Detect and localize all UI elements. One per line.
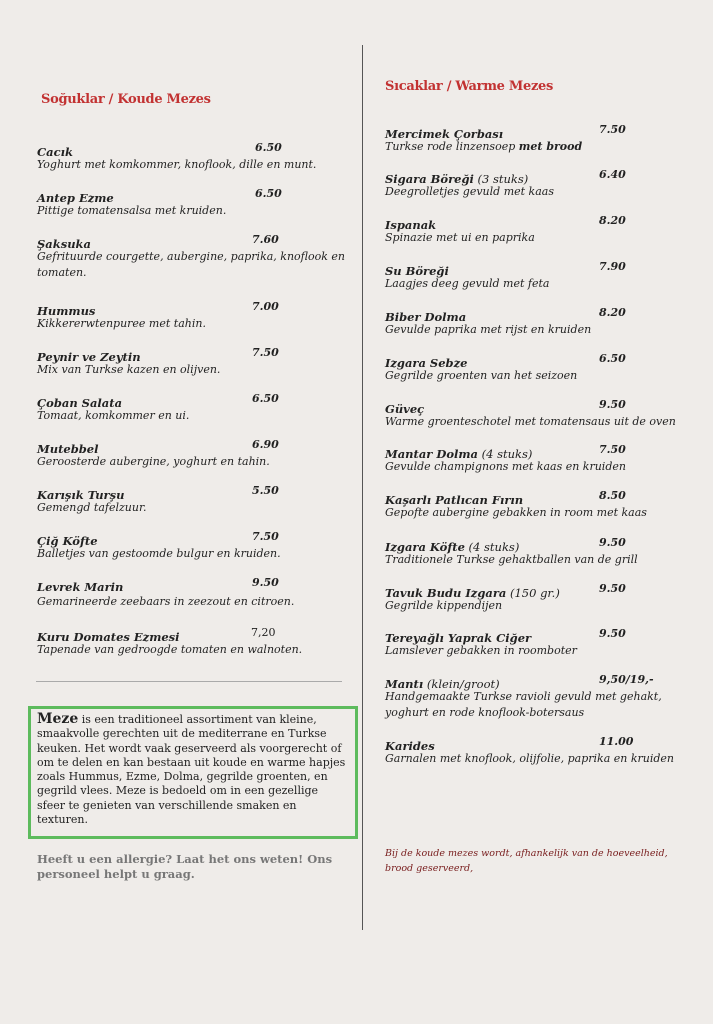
item-price: 8.20 [599, 306, 626, 319]
column-divider [362, 45, 363, 930]
menu-item [37, 300, 279, 332]
item-price: 9.50 [599, 582, 626, 595]
horizontal-rule [36, 681, 342, 682]
menu-item [385, 443, 626, 475]
item-description: Tomaat, komkommer en ui. [37, 409, 190, 422]
item-name: Su Böreği [385, 264, 449, 278]
allergy-note: Heeft u een allergie? Laat het ons weten! Ons personeel helpt u graag. [37, 852, 333, 881]
item-note: (4 stuks) [464, 540, 520, 554]
item-name: Karışık Turşu [37, 488, 125, 502]
item-description-line2: yoghurt en rode knoflook-botersaus [385, 706, 585, 719]
menu-item [37, 530, 281, 562]
item-price: 6.50 [599, 352, 626, 365]
item-description: Tapenade van gedroogde tomaten en walnoten. [37, 643, 303, 656]
menu-item [37, 346, 279, 378]
item-description: Turkse rode linzensoep [385, 140, 519, 153]
menu-item [385, 352, 626, 384]
item-name: Kaşarlı Patlıcan Fırın [385, 493, 524, 507]
item-name: Çoban Salata [37, 396, 123, 410]
menu-item [385, 735, 674, 767]
warm-section-title: Sıcaklar / Warme Mezes [385, 79, 554, 94]
menu-item [385, 214, 626, 246]
item-description: Handgemaakte Turkse ravioli gevuld met gehakt, [385, 690, 662, 703]
item-description: Warme groenteschotel met tomatensaus uit de oven [385, 415, 676, 428]
item-name: Antep Ezme [37, 191, 114, 205]
item-price: 9.50 [599, 398, 626, 411]
menu-item [385, 489, 647, 521]
menu-item [385, 582, 626, 614]
item-description: Gefrituurde courgette, aubergine, paprika, knoflook en [37, 250, 346, 263]
item-price: 6.50 [255, 187, 282, 200]
item-description: Gemengd tafelzuur. [37, 501, 147, 514]
cold-section-title: Soğuklar / Koude Mezes [41, 92, 211, 107]
item-price: 6.50 [252, 392, 279, 405]
item-description: Gepofte aubergine gebakken in room met kaas [385, 506, 647, 519]
item-price: 7.50 [252, 346, 279, 359]
item-price: 7.60 [252, 233, 279, 246]
menu-item [385, 673, 662, 721]
item-description: Lamslever gebakken in roomboter [385, 644, 577, 657]
item-name: Çiğ Köfte [37, 534, 98, 548]
item-name: Mercimek Çorbası [385, 127, 504, 141]
item-description: Gevulde champignons met kaas en kruiden [385, 460, 626, 473]
item-description: Spinazie met ui en paprika [385, 231, 535, 244]
menu-item [37, 233, 345, 281]
item-price: 9.50 [252, 576, 279, 589]
item-price: 6.40 [599, 168, 626, 181]
item-description-line2: tomaten. [37, 266, 87, 279]
item-name: Güveç [385, 402, 425, 416]
item-description: Mix van Turkse kazen en olijven. [37, 363, 221, 376]
item-name: Levrek Marin [37, 580, 124, 594]
item-name: Izgara Köfte [385, 540, 465, 554]
item-description: Pittige tomatensalsa met kruiden. [37, 204, 227, 217]
item-name: Kuru Domates Ezmesi [37, 630, 180, 644]
item-price: 11.00 [599, 735, 634, 748]
item-name: Mantar Dolma [385, 447, 478, 461]
item-name: Peynir ve Zeytin [37, 350, 141, 364]
item-price: 7.00 [252, 300, 279, 313]
item-price: 6.50 [255, 141, 282, 154]
item-description: Traditionele Turkse gehaktballen van de grill [385, 553, 638, 566]
menu-item [37, 141, 316, 173]
item-name: Tavuk Budu Izgara [385, 586, 507, 600]
item-price: 8.20 [599, 214, 626, 227]
item-price: 9,50/19,- [599, 673, 654, 686]
item-name: Cacık [37, 145, 73, 159]
item-description: Garnalen met knoflook, olijfolie, paprika en kruiden [385, 752, 675, 765]
item-note: (3 stuks) [473, 172, 529, 186]
item-name: Sigara Böreği [385, 172, 474, 186]
item-note: (4 stuks) [478, 447, 533, 461]
item-name: Ispanak [385, 218, 437, 232]
item-description: Gegrilde kippendijen [385, 599, 503, 612]
menu-item [37, 576, 294, 610]
item-description-emphasis: met brood [518, 140, 583, 153]
item-description: Balletjes van gestoomde bulgur en kruiden. [37, 547, 281, 560]
menu-item [385, 123, 626, 155]
item-description: Deegrolletjes gevuld met kaas [385, 185, 554, 198]
item-price: 7,20 [251, 626, 276, 639]
item-note: (klein/groot) [423, 677, 500, 691]
menu-item [37, 187, 282, 219]
item-price: 9.50 [599, 536, 626, 549]
item-name: Tereyağlı Yaprak Ciğer [385, 631, 532, 645]
item-description: Yoghurt met komkommer, knoflook, dille en munt. [37, 158, 317, 171]
item-price: 7.50 [252, 530, 279, 543]
menu-item [37, 484, 279, 516]
item-description: Geroosterde aubergine, yoghurt en tahin. [37, 455, 270, 468]
menu-item [385, 168, 626, 200]
item-description: Gemarineerde zeebaars in zeezout en citroen. [37, 595, 295, 608]
menu-item [385, 306, 626, 338]
item-name: Mutebbel [37, 442, 99, 456]
item-note: (150 gr.) [506, 586, 560, 600]
item-price: 8.50 [599, 489, 626, 502]
item-price: 7.50 [599, 443, 626, 456]
item-description: Laagjes deeg gevuld met feta [385, 277, 550, 290]
info-keyword: Meze [37, 711, 79, 727]
item-name: Hummus [37, 304, 96, 318]
menu-item [385, 260, 626, 292]
item-description: Gegrilde groenten van het seizoen [385, 369, 578, 382]
menu-item [385, 627, 626, 659]
menu-item [37, 438, 279, 470]
item-name: Karides [385, 739, 435, 753]
item-name: Biber Dolma [385, 310, 467, 324]
item-price: 5.50 [252, 484, 279, 497]
item-price: 9.50 [599, 627, 626, 640]
item-name: Izgara Sebze [385, 356, 468, 370]
menu-item [385, 398, 676, 430]
bread-note: Bij de koude mezes wordt, afhankelijk van de hoeveelheid, brood geserveerd, [385, 848, 668, 874]
item-price: 7.50 [599, 123, 626, 136]
item-price: 7.90 [599, 260, 626, 273]
item-description: Gevulde paprika met rijst en kruiden [385, 323, 592, 336]
item-price: 6.90 [252, 438, 279, 451]
menu-item [37, 626, 302, 658]
item-description: Kikkererwtenpuree met tahin. [37, 317, 206, 330]
info-text: is een traditioneel assortiment van kleine, smaakvolle gerechten uit de mediterrane en Turkse keuken. Het wordt vaak geserveerd als voorgerecht of om te delen en kan bestaan uit koude en warme hapjes zoals Hummus, Ezme, Dolma, gegrilde groenten, en gegrild vlees. Meze is bedoeld om in een gezellige sfeer te genieten van verschillende smaken en texturen. [37, 713, 346, 827]
item-name: Mantı [385, 677, 424, 691]
item-name: Şaksuka [37, 237, 91, 251]
menu-item [385, 536, 638, 568]
menu-item [37, 392, 279, 424]
meze-info-box [28, 706, 358, 839]
